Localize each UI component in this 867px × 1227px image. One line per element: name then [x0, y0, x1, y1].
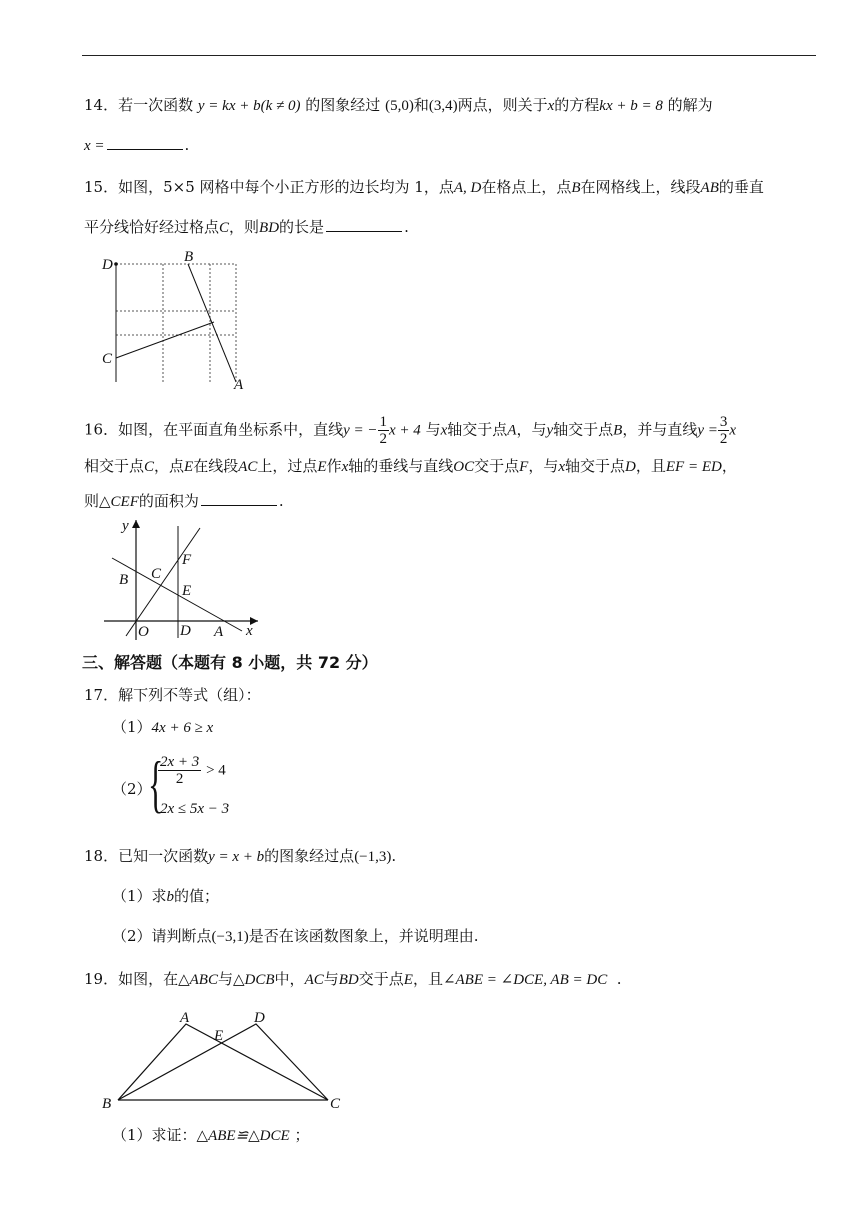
label-C: C: [102, 351, 113, 367]
q19-triangle-figure: [96, 1004, 356, 1114]
q15-line2: 平分线恰好经过格点C，则BD的长是 .: [84, 218, 409, 236]
q18-line1: 18．已知一次函数y = x + b的图象经过点(−1,3).: [84, 847, 397, 865]
label-O: O: [138, 624, 149, 640]
q15-answer-blank: [326, 217, 402, 232]
q17-part2-label: （2）: [112, 780, 152, 798]
q16-line3: 则△CEF的面积为 .: [84, 492, 284, 510]
label-A: A: [234, 377, 244, 390]
q15-grid-figure: [96, 250, 256, 390]
q15-line1: 15．如图，5×5 网格中每个小正方形的边长均为 1，点A, D在格点上，点B在网格线上，线段AB的垂直: [84, 178, 764, 196]
q17-part2-ineq2: 2x ≤ 5x − 3: [160, 801, 230, 817]
q14-line2: x = .: [84, 136, 190, 154]
label-E: E: [182, 583, 192, 599]
section-heading: 三、解答题（本题有 8 小题，共 72 分）: [82, 653, 378, 672]
q17-line1: 17．解下列不等式（组）：: [84, 686, 261, 704]
label-A: A: [214, 624, 224, 640]
system-brace: {: [148, 748, 164, 819]
q16-line2: 相交于点C，点E在线段AC上，过点E作x轴的垂线与直线OC交于点F，与x轴交于点D，且EF = ED，: [84, 457, 737, 475]
q19-line1: 19．如图，在△ABC与△DCB中，AC与BD交于点E，且∠ABE = ∠DCE, AB = DC .: [84, 970, 622, 988]
axis-label-y: y: [122, 518, 129, 534]
label-E: E: [214, 1028, 224, 1044]
q17-part2-ineq1: $\frac{2x + 3}{2}$ > 4: [160, 754, 226, 787]
label-C: C: [151, 566, 162, 582]
label-C: C: [330, 1096, 341, 1112]
label-B: B: [102, 1096, 112, 1112]
q16-answer-blank: [201, 491, 277, 506]
q18-part1: （1）求b的值；: [112, 887, 220, 905]
q17-part1: （1）4x + 6 ≥ x: [112, 718, 214, 736]
q14-line1: 14．若一次函数 y = kx + b(k ≠ 0) 的图象经过 (5,0)和(3,4)两点，则关于x的方程kx + b = 8 的解为: [84, 96, 713, 114]
q16-coordinate-figure: [96, 514, 266, 644]
label-D: D: [102, 257, 113, 273]
label-B: B: [184, 250, 194, 265]
q16-line1: 16．如图，在平面直角坐标系中，直线y = − $\frac{1}{2}$ x + 4 与x轴交于点A，与y轴交于点B，并与直线y = $\frac{3}{2}$ x: [84, 414, 737, 447]
q19-part1: （1）求证：△ABE≌△DCE ；: [112, 1126, 310, 1144]
header-rule: [82, 55, 816, 56]
q18-part2: （2）请判断点(−3,1)是否在该函数图象上，并说明理由.: [112, 927, 479, 945]
label-A: A: [180, 1010, 190, 1026]
label-B: B: [119, 572, 129, 588]
axis-label-x: x: [246, 623, 253, 639]
label-F: F: [182, 552, 192, 568]
q14-answer-blank: [107, 135, 183, 150]
label-D: D: [180, 623, 191, 639]
label-D: D: [254, 1010, 265, 1026]
